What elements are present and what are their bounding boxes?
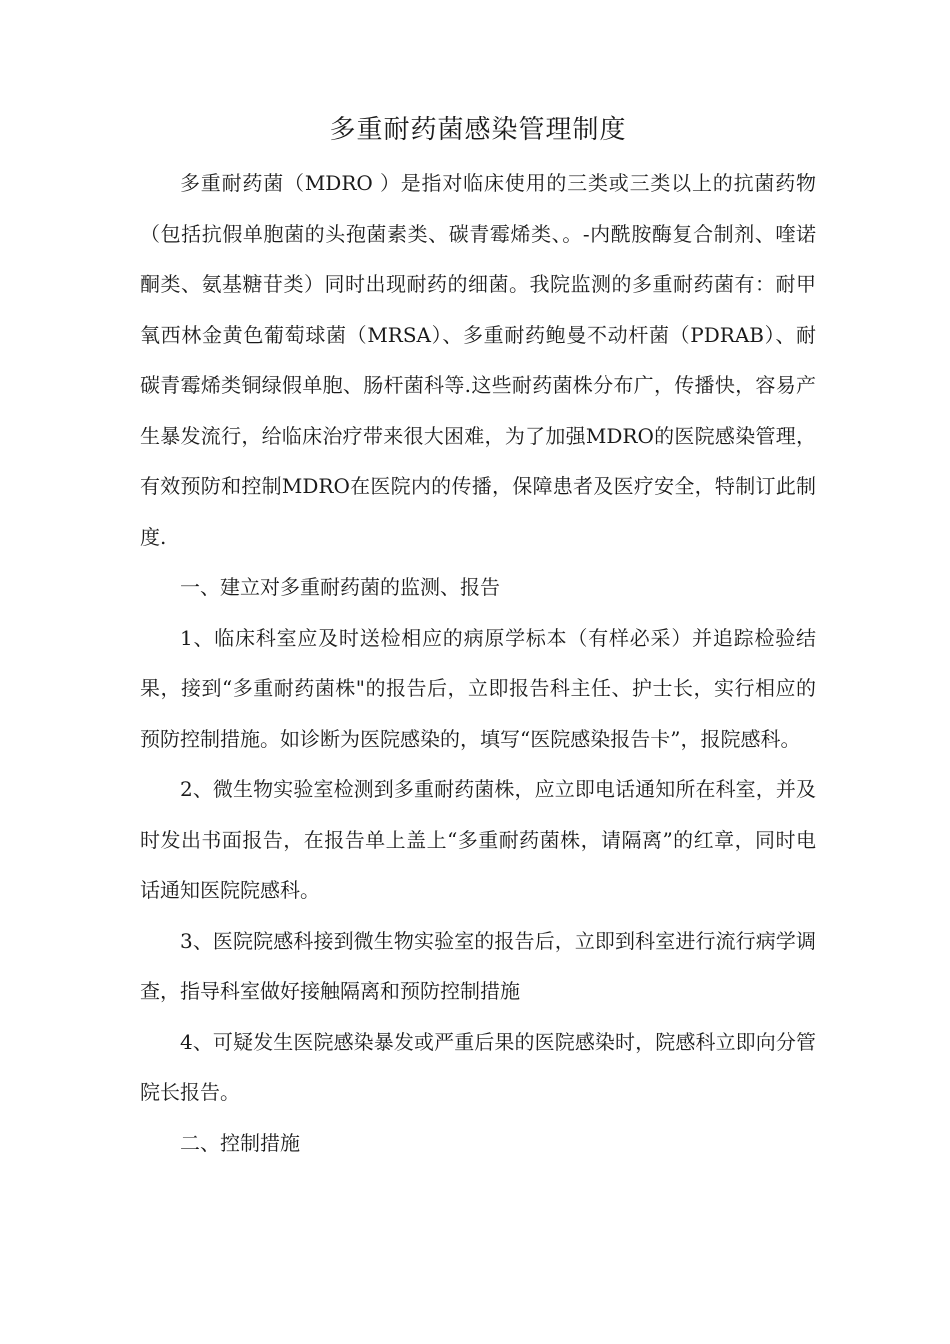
intro-paragraph: 多重耐药菌（MDRO ）是指对临床使用的三类或三类以上的抗菌药物（包括抗假单胞菌的头孢菌素类、碳青霉烯类、。-内酰胺酶复合制剂、喹诺酮类、氨基糖苷类）同时出现耐药的细菌。我院监测的多重耐药菌有：耐甲氧西林金黄色葡萄球菌（MRSA）、多重耐药鲍曼不动杆菌（PDRAB）、耐碳青霉烯类铜绿假单胞、肠杆菌科等.这些耐药菌株分布广，传播快，容易产生暴发流行，给临床治疗带来很大困难，为了加强MDRO的医院感染管理，有效预防和控制MDRO在医院内的传播，保障患者及医疗安全，特制订此制度. (140, 171, 816, 549)
list-item: 2、微生物实验室检测到多重耐药菌株，应立即电话通知所在科室，并及时发出书面报告，在报告单上盖上“多重耐药菌株，请隔离”的红章，同时电话通知医院院感科。 (140, 777, 816, 902)
section-heading-control: 二、控制措施 (180, 1130, 300, 1155)
section-heading-monitoring: 一、建立对多重耐药菌的监测、报告 (180, 575, 500, 599)
list-item: 3、医院院感科接到微生物实验室的报告后，立即到科室进行流行病学调查，指导科室做好接触隔离和预防控制措施 (140, 928, 816, 1003)
list-item: 1、临床科室应及时送检相应的病原学标本（有样必采）并追踪检验结果，接到“多重耐药菌株"的报告后，立即报告科主任、护士长，实行相应的预防控制措施。如诊断为医院感染的，填写“医院感染报告卡”，报院感科。 (140, 625, 816, 751)
document-page (140, 108, 816, 1168)
list-item: 4、可疑发生医院感染暴发或严重后果的医院感染时，院感科立即向分管院长报告。 (140, 1029, 816, 1104)
document-title: 多重耐药菌感染管理制度 (329, 115, 627, 145)
